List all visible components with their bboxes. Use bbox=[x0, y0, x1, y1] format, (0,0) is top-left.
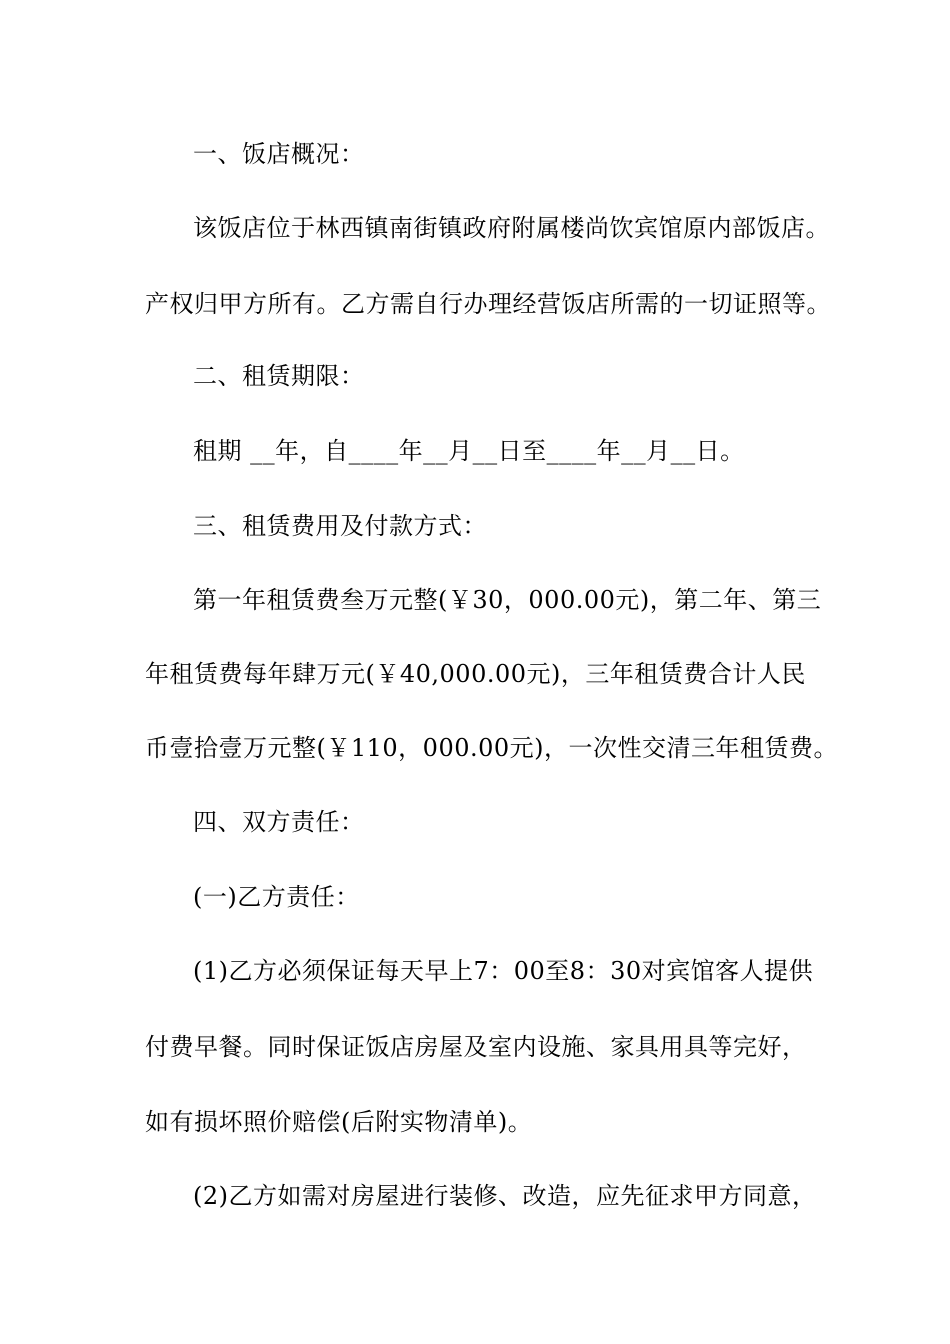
section-heading-fees: 三、租赁费用及付款方式： bbox=[193, 512, 487, 540]
paragraph-line: (1)乙方必须保证每天早上7：00至8：30对宾馆客人提供 bbox=[193, 957, 814, 985]
paragraph-line: 如有损坏照价赔偿(后附实物清单)。 bbox=[145, 1108, 533, 1136]
subsection-heading-party-b: (一)乙方责任： bbox=[193, 883, 360, 911]
section-heading-lease-term: 二、租赁期限： bbox=[193, 362, 365, 390]
section-heading-overview: 一、饭店概况： bbox=[193, 140, 365, 168]
paragraph-line: 年租赁费每年肆万元(￥40,000.00元)，三年租赁费合计人民 bbox=[145, 660, 806, 688]
paragraph-line: 该饭店位于林西镇南街镇政府附属楼尚饮宾馆原内部饭店。 bbox=[193, 214, 830, 242]
paragraph-line: (2)乙方如需对房屋进行装修、改造，应先征求甲方同意， bbox=[193, 1182, 817, 1210]
paragraph-line: 付费早餐。同时保证饭店房屋及室内设施、家具用具等完好， bbox=[145, 1033, 807, 1061]
section-heading-responsibilities: 四、双方责任： bbox=[193, 808, 365, 836]
paragraph-line: 第一年租赁费叁万元整(￥30，000.00元)，第二年、第三 bbox=[193, 586, 822, 614]
paragraph-line: 产权归甲方所有。乙方需自行办理经营饭店所需的一切证照等。 bbox=[145, 290, 831, 318]
paragraph-line: 租期 __年，自____年__月__日至____年__月__日。 bbox=[193, 437, 745, 465]
paragraph-line: 币壹拾壹万元整(￥110，000.00元)，一次性交清三年租赁费。 bbox=[145, 734, 839, 762]
